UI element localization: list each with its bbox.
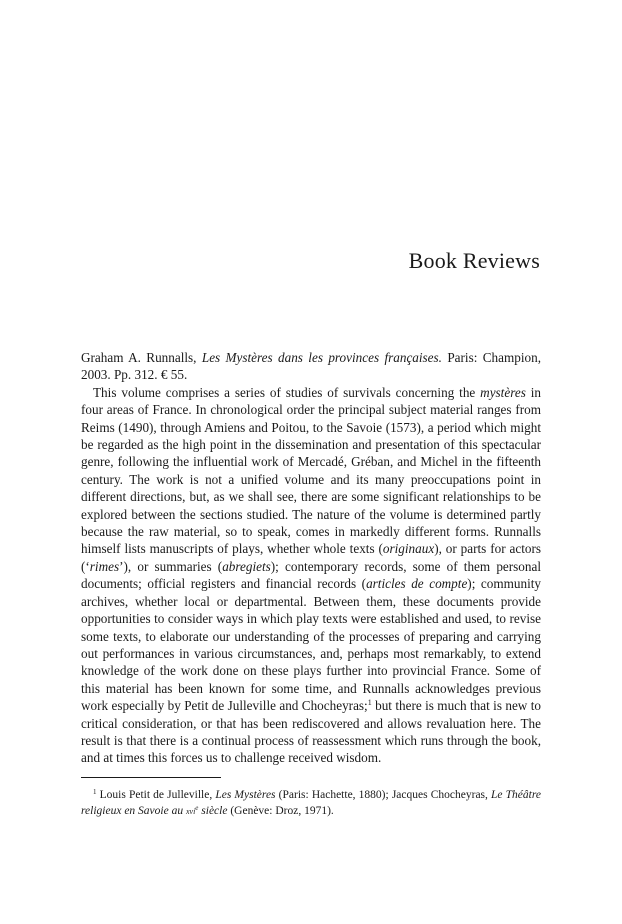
book-review [81, 349, 541, 820]
footnote [81, 787, 541, 820]
body-segment: ); community archives, whether local or departmental. Between them, these documents provide opportunities to consider ways in which play texts were established and used, to revise some texts, to elaborate our understanding of the processes of preparing and carrying out performances in various circumstances, and, perhaps most remarkably, to extend knowledge of the work done on these plays further into provincial France. Some of this material has been known for some time, and Runnalls acknowledges previous work especially by Petit de Julleville and Chocheyras; [81, 576, 541, 714]
footnote-divider [81, 777, 221, 778]
footnote-century-numeral: xvi [185, 806, 196, 816]
review-author: Graham A. Runnalls, [81, 350, 197, 365]
footnote-number: 1 [93, 787, 97, 796]
body-segment: This volume comprises a series of studies of survivals concerning the [93, 384, 481, 400]
book-citation [81, 349, 541, 384]
body-italic: abregiets [222, 558, 271, 574]
review-body [81, 384, 541, 767]
body-segment: in four areas of France. In chronological order the principal subject material ranges from Reims (1490), through Amiens and Poitou, to the Savoie (1573), a period which might be regarded as the high point in the dissemination and presentation of this spectacular genre, following the influential work of Mercadé, Gréban, and Michel in the fifteenth century. The work is not a unified volume and its many preoccupations point in different directions, but, as we shall see, there are some significant relationships to be explored between the sections studied. The nature of the volume is determined partly because the raw material, so to speak, comes in markedly different forms. Runnalls himself lists manuscripts of plays, whether whole texts ( [81, 384, 541, 557]
footnote-italic: siècle [198, 804, 228, 817]
footnote-italic: Les Mystères [215, 788, 276, 801]
footnote-segment: (Genève: Droz, 1971). [227, 804, 334, 817]
book-title: Les Mystères dans les provinces françaises. [201, 350, 442, 365]
publication-details: Paris: Champion, 2003. Pp. 312. € 55. [81, 350, 541, 383]
body-italic: mystères [480, 384, 526, 400]
body-italic: originaux [382, 541, 435, 557]
body-segment: ’), or summaries ( [119, 558, 223, 574]
footnote-segment: Louis Petit de Julleville, [96, 788, 216, 801]
footnote-reference[interactable]: 1 [367, 698, 372, 708]
section-title: Book Reviews [408, 248, 540, 273]
footnote-italic: Le Théâtre religieux en Savoie au [81, 788, 542, 817]
footnote-segment: (Paris: Hachette, 1880); Jacques Chocheyras, [275, 788, 492, 801]
footnote-superscript: e [195, 803, 199, 812]
body-italic: rimes [89, 558, 120, 574]
body-segment: but there is much that is new to critical consideration, or that has been rediscovered and allows revaluation here. The result is that there is a continual process of reassessment which runs through the book, and at times this forces us to challenge received wisdom. [81, 698, 541, 766]
body-italic: articles de compte [366, 576, 468, 592]
body-segment: ); contemporary records, some of them personal documents; official registers and financial records ( [81, 558, 541, 592]
body-segment: ), or parts for actors (‘ [81, 541, 541, 574]
